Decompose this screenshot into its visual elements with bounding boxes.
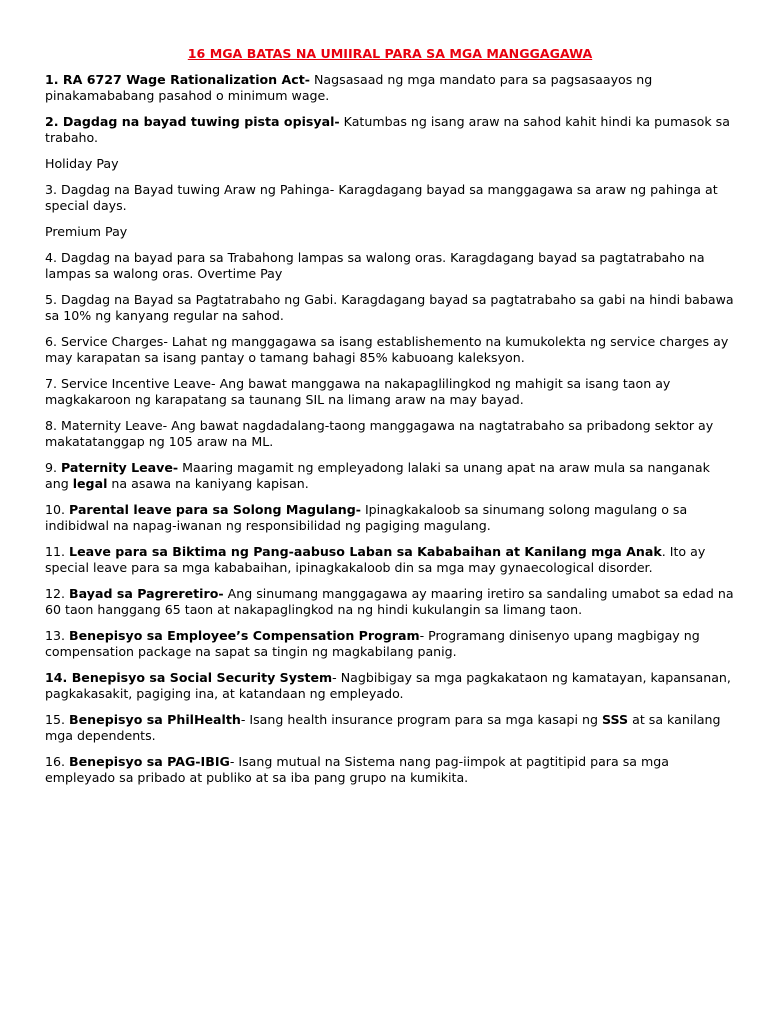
law-name: 1. RA 6727 Wage Rationalization Act- <box>45 72 310 87</box>
law-name: Bayad sa Pagreretiro- <box>69 586 224 601</box>
law-name: 2. Dagdag na bayad tuwing pista opisyal- <box>45 114 340 129</box>
law-name: 14. Benepisyo sa Social Security System <box>45 670 333 685</box>
law-name: Leave para sa Biktima ng Pang-aabuso Laban sa Kababaihan at Kanilang mga Anak <box>69 544 662 559</box>
item-number: 12. <box>45 586 70 601</box>
item-number: 15. <box>45 712 70 727</box>
law-item-14 <box>45 670 735 702</box>
law-name: Paternity Leave- <box>61 460 179 475</box>
law-item-8: 8. Maternity Leave- Ang bawat nagdadalang-taong manggagawa na nagtatrabaho sa pribadong sektor ay makatatanggap ng 105 araw na ML. <box>45 418 714 449</box>
law-item-13 <box>45 628 735 660</box>
law-description: - Isang mutual na Sistema nang pag-iimpok at pagtitipid para sa mga empleyado sa pribado at publiko at sa iba pang grupo na kumikita. <box>45 754 669 785</box>
law-name: Benepisyo sa PhilHealth <box>69 712 241 727</box>
law-description: Ang sinumang manggagawa ay maaring iretiro sa sandaling umabot sa edad na 60 taon hanggang 65 taon at nakapaglingkod na ng hindi kukulangin sa limang taon. <box>45 586 734 617</box>
law-item-6: 6. Service Charges- Lahat ng manggagawa sa isang establishemento na kumukolekta ng service charges ay may karapatan sa isang pantay o tamang bahagi 85% kabuoang kaleksyon. <box>45 334 729 365</box>
law-name: Benepisyo sa PAG-IBIG <box>69 754 230 769</box>
law-item-9 <box>45 460 735 492</box>
law-description: - Isang health insurance program para sa mga kasapi ng <box>240 712 603 727</box>
item-number: 10. <box>45 502 70 517</box>
law-item-16 <box>45 754 735 786</box>
holiday-pay-label: Holiday Pay <box>45 156 119 171</box>
law-description: - Nagbibigay sa mga pagkakataon ng kamatayan, kapansanan, pagkakasakit, pagiging ina, at katandaan ng empleyado. <box>45 670 731 701</box>
law-name: Parental leave para sa Solong Magulang- <box>69 502 361 517</box>
law-name: Benepisyo sa Employee’s Compensation Program <box>69 628 420 643</box>
law-description-cont: at sa kanilang mga dependents. <box>45 712 721 743</box>
law-description-cont: na asawa na kaniyang kapisan. <box>107 476 309 491</box>
law-item-2 <box>45 114 735 146</box>
document-title: 16 MGA BATAS NA UMIIRAL PARA SA MGA MANGGAGAWA <box>187 46 593 61</box>
law-item-10 <box>45 502 735 534</box>
item-number: 16. <box>45 754 70 769</box>
law-item-1 <box>45 72 735 104</box>
law-emphasis: SSS <box>602 712 629 727</box>
law-item-15 <box>45 712 735 744</box>
law-emphasis: legal <box>72 476 108 491</box>
item-number: 9. <box>45 460 62 475</box>
law-description: Nagsasaad ng mga mandato para sa pagsasaayos ng pinakamababang pasahod o minimum wage. <box>45 72 653 103</box>
law-description: Ipinagkakaloob sa sinumang solong magulang o sa indibidwal na napag-iwanan ng responsibilidad ng pagiging magulang. <box>45 502 688 533</box>
item-number: 13. <box>45 628 70 643</box>
document-page <box>45 46 735 796</box>
item-number: 11. <box>45 544 70 559</box>
law-item-11 <box>45 544 735 576</box>
law-item-5: 5. Dagdag na Bayad sa Pagtatrabaho ng Gabi. Karagdagang bayad sa pagtatrabaho sa gabi na hindi babawa sa 10% ng kanyang regular na sahod. <box>45 292 734 323</box>
premium-pay-label: Premium Pay <box>45 224 128 239</box>
law-item-3: 3. Dagdag na Bayad tuwing Araw ng Pahinga- Karagdagang bayad sa manggagawa sa araw ng pahinga at special days. <box>45 182 718 213</box>
law-item-4: 4. Dagdag na bayad para sa Trabahong lampas sa walong oras. Karagdagang bayad sa pagtatrabaho na lampas sa walong oras. Overtime Pay <box>45 250 705 281</box>
law-description: Maaring magamit ng empleyadong lalaki sa unang apat na araw mula sa nanganak ang <box>45 460 710 491</box>
law-description: Katumbas ng isang araw na sahod kahit hindi ka pumasok sa trabaho. <box>45 114 730 145</box>
law-description: - Programang dinisenyo upang magbigay ng compensation package na sapat sa tingin ng magkabilang panig. <box>45 628 700 659</box>
law-description: . Ito ay special leave para sa mga kababaihan, ipinagkakaloob din sa mga may gynaecological disorder. <box>45 544 706 575</box>
law-item-7: 7. Service Incentive Leave- Ang bawat manggawa na nakapaglilingkod ng mahigit sa isang taon ay magkakaroon ng karapatang sa taunang SIL na limang araw na may bayad. <box>45 376 671 407</box>
law-item-12 <box>45 586 735 618</box>
